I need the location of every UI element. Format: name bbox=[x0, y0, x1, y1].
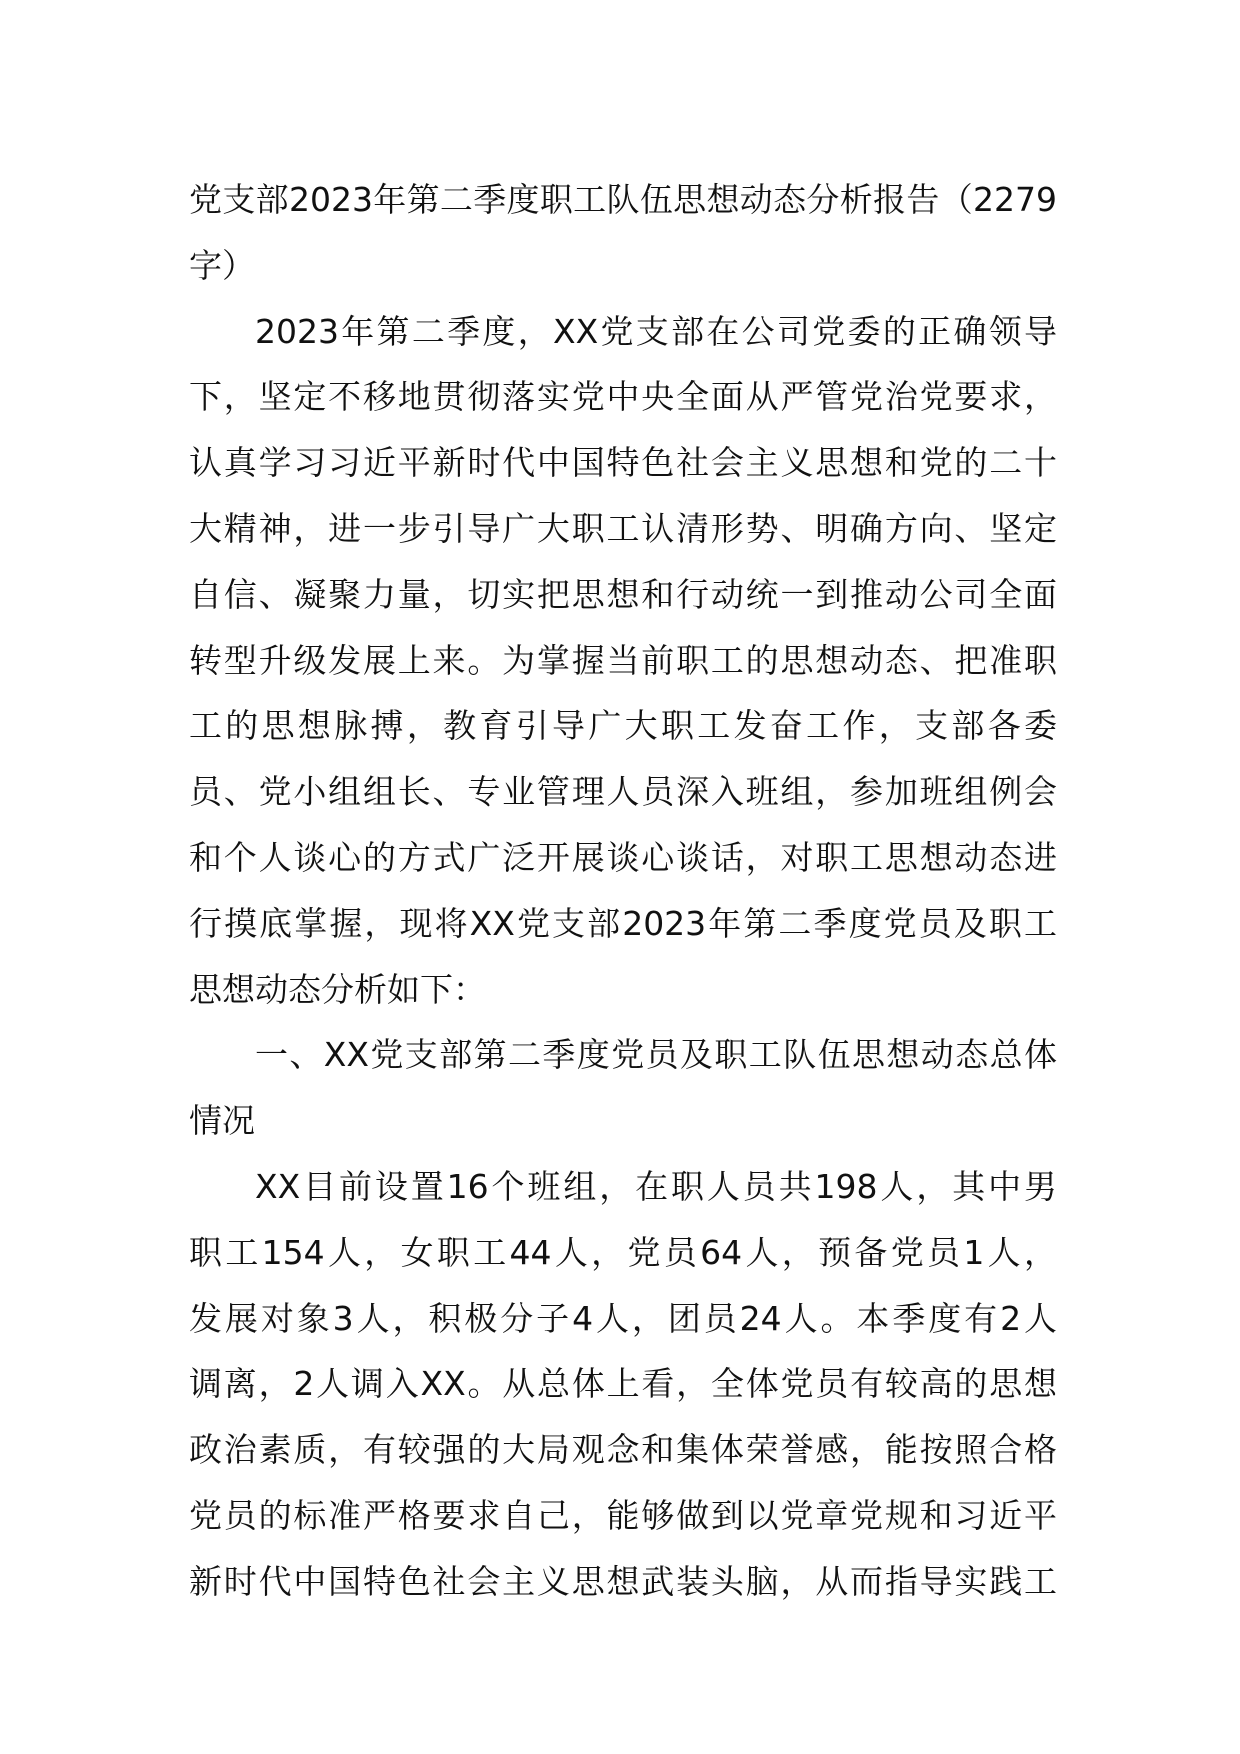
paragraph-line: 工的思想脉搏，教育引导广大职工发奋工作，支部各委 bbox=[189, 706, 1057, 746]
paragraph-line: 2023年第二季度，XX党支部在公司党委的正确领导 bbox=[255, 311, 1057, 351]
paragraph-line: 思想动态分析如下： bbox=[189, 969, 486, 1009]
paragraph-line: 调离，2人调入XX。从总体上看，全体党员有较高的思想 bbox=[189, 1364, 1057, 1404]
section-heading-line: 一、XX党支部第二季度党员及职工队伍思想动态总体 bbox=[255, 1035, 1057, 1075]
paragraph-line: XX目前设置16个班组，在职人员共198人，其中男 bbox=[255, 1166, 1057, 1206]
paragraph-line: 行摸底掌握，现将XX党支部2023年第二季度党员及职工 bbox=[189, 903, 1057, 943]
document-title-line: 字） bbox=[189, 245, 255, 285]
paragraph-line: 下，坚定不移地贯彻落实党中央全面从严管党治党要求， bbox=[189, 377, 1057, 417]
section-heading-line: 情况 bbox=[189, 1101, 255, 1141]
paragraph-line: 职工154人，女职工44人，党员64人，预备党员1人， bbox=[189, 1232, 1057, 1272]
paragraph-line: 认真学习习近平新时代中国特色社会主义思想和党的二十 bbox=[189, 443, 1057, 483]
paragraph-line: 政治素质，有较强的大局观念和集体荣誉感，能按照合格 bbox=[189, 1430, 1057, 1470]
paragraph-line: 新时代中国特色社会主义思想武装头脑，从而指导实践工 bbox=[189, 1561, 1057, 1601]
document-page bbox=[189, 167, 1057, 1615]
paragraph-line: 大精神，进一步引导广大职工认清形势、明确方向、坚定 bbox=[189, 508, 1057, 548]
paragraph-line: 员、党小组组长、专业管理人员深入班组，参加班组例会 bbox=[189, 772, 1057, 812]
paragraph-line: 发展对象3人，积极分子4人，团员24人。本季度有2人 bbox=[189, 1298, 1057, 1338]
paragraph-line: 自信、凝聚力量，切实把思想和行动统一到推动公司全面 bbox=[189, 574, 1057, 614]
paragraph-line: 转型升级发展上来。为掌握当前职工的思想动态、把准职 bbox=[189, 640, 1057, 680]
document-title-line: 党支部2023年第二季度职工队伍思想动态分析报告（2279 bbox=[189, 180, 1057, 219]
paragraph-line: 和个人谈心的方式广泛开展谈心谈话，对职工思想动态进 bbox=[189, 837, 1057, 877]
paragraph-line: 党员的标准严格要求自己，能够做到以党章党规和习近平 bbox=[189, 1495, 1057, 1535]
